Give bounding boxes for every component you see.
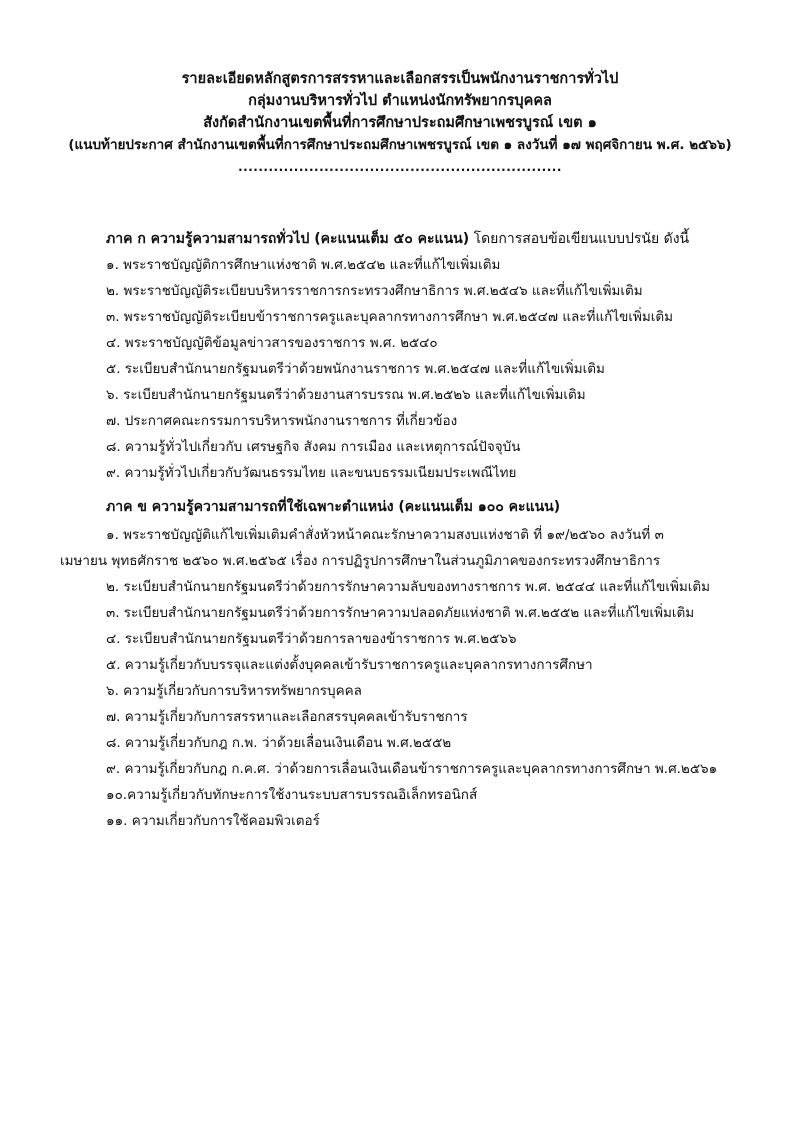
header-separator: ................................................................ xyxy=(238,160,562,174)
section-b-title: ภาค ข ความรู้ความสามารถที่ใช้เฉพาะตำแหน่ง (คะแนนเต็ม ๑๐๐ คะแนน) xyxy=(106,499,561,515)
list-item: ๑๐.ความรู้เกี่ยวกับทักษะการใช้งานระบบสารบรรณอิเล็กทรอนิกส์ xyxy=(106,787,478,803)
list-item: ๘. ความรู้เกี่ยวกับกฎ ก.พ. ว่าด้วยเลื่อนเงินเดือน พ.ศ.๒๕๕๒ xyxy=(106,735,452,751)
list-item: ๑. พระราชบัญญัติแก้ไขเพิ่มเติมคำสั่งหัวหน้าคณะรักษาความสงบแห่งชาติ ที่ ๑๙/๒๕๖๐ ลงวันที่ ๓ xyxy=(106,527,664,543)
list-item: ๗. ประกาศคณะกรรมการบริหารพนักงานราชการ ที่เกี่ยวข้อง xyxy=(106,413,458,429)
section-a-list xyxy=(60,252,760,486)
list-item: ๙. ความรู้เกี่ยวกับกฎ ก.ค.ศ. ว่าด้วยการเลื่อนเงินเดือนข้าราชการครูและบุคลากรทางการศึกษา พ.ศ.๒๕๖๑ xyxy=(106,761,718,777)
list-item: ๕. ความรู้เกี่ยวกับบรรจุและแต่งตั้งบุคคลเข้ารับราชการครูและบุคลากรทางการศึกษา xyxy=(106,657,593,673)
list-item: ๑. พระราชบัญญัติการศึกษาแห่งชาติ พ.ศ.๒๕๔๒ และที่แก้ไขเพิ่มเติม xyxy=(106,257,501,273)
header-title-line: รายละเอียดหลักสูตรการสรรหาและเลือกสรรเป็นพนักงานราชการทั่วไป xyxy=(181,71,619,87)
section-a-title: ภาค ก ความรู้ความสามารถทั่วไป (คะแนนเต็ม ๕๐ คะแนน) xyxy=(106,231,470,247)
header-position-line: กลุ่มงานบริหารทั่วไป ตำแหน่งนักทรัพยากรบุคคล xyxy=(248,93,552,109)
list-item: ๘. ความรู้ทั่วไปเกี่ยวกับ เศรษฐกิจ สังคม การเมือง และเหตุการณ์ปัจจุบัน xyxy=(106,439,521,455)
list-item: ๔. พระราชบัญญัติข้อมูลข่าวสารของราชการ พ.ศ. ๒๕๔๐ xyxy=(106,335,438,351)
list-item: ๗. ความรู้เกี่ยวกับการสรรหาและเลือกสรรบุคคลเข้ารับราชการ xyxy=(106,709,468,725)
section-b xyxy=(60,496,760,834)
list-item: ๙. ความรู้ทั่วไปเกี่ยวกับวัฒนธรรมไทย และขนบธรรมเนียมประเพณีไทย xyxy=(106,465,517,481)
section-b-list xyxy=(60,522,760,834)
header-announcement-line: (แนบท้ายประกาศ สำนักงานเขตพื้นที่การศึกษาประถมศึกษาเพชรบูรณ์ เขต ๑ ลงวันที่ ๑๗ พฤศจิกายน พ.ศ. ๒๕๖๖) xyxy=(68,137,732,153)
list-item: ๒. พระราชบัญญัติระเบียบบริหารราชการกระทรวงศึกษาธิการ พ.ศ.๒๕๔๖ และที่แก้ไขเพิ่มเติม xyxy=(106,283,643,299)
list-item-continuation: เมษายน พุทธศักราช ๒๕๖๐ พ.ศ.๒๕๖๕ เรื่อง การปฏิรูปการศึกษาในส่วนภูมิภาคของกระทรวงศึกษาธิการ xyxy=(60,553,661,569)
list-item: ๔. ระเบียบสำนักนายกรัฐมนตรีว่าด้วยการลาของข้าราชการ พ.ศ.๒๕๖๖ xyxy=(106,631,517,647)
list-item: ๖. ระเบียบสำนักนายกรัฐมนตรีว่าด้วยงานสารบรรณ พ.ศ.๒๕๒๖ และที่แก้ไขเพิ่มเติม xyxy=(106,387,586,403)
list-item: ๑๑. ความเกี่ยวกับการใช้คอมพิวเตอร์ xyxy=(106,813,320,829)
section-b-heading xyxy=(106,496,760,518)
section-a-heading xyxy=(106,228,760,250)
list-item: ๓. พระราชบัญญัติระเบียบข้าราชการครูและบุคลากรทางการศึกษา พ.ศ.๒๕๔๗ และที่แก้ไขเพิ่มเติม xyxy=(106,309,674,325)
list-item: ๒. ระเบียบสำนักนายกรัฐมนตรีว่าด้วยการรักษาความลับของทางราชการ พ.ศ. ๒๕๔๔ และที่แก้ไขเพิ่มเติม xyxy=(106,579,711,595)
list-item: ๕. ระเบียบสำนักนายกรัฐมนตรีว่าด้วยพนักงานราชการ พ.ศ.๒๕๔๗ และที่แก้ไขเพิ่มเติม xyxy=(106,361,605,377)
list-item: ๓. ระเบียบสำนักนายกรัฐมนตรีว่าด้วยการรักษาความปลอดภัยแห่งชาติ พ.ศ.๒๕๕๒ และที่แก้ไขเพิ่มเติม xyxy=(106,605,695,621)
list-item: ๖. ความรู้เกี่ยวกับการบริหารทรัพยากรบุคคล xyxy=(106,683,362,699)
section-a-subtitle: โดยการสอบข้อเขียนแบบปรนัย ดังนี้ xyxy=(473,231,690,247)
section-a xyxy=(60,228,760,486)
header-office-line: สังกัดสำนักงานเขตพื้นที่การศึกษาประถมศึกษาเพชรบูรณ์ เขต ๑ xyxy=(203,115,597,131)
document-header xyxy=(40,68,760,176)
